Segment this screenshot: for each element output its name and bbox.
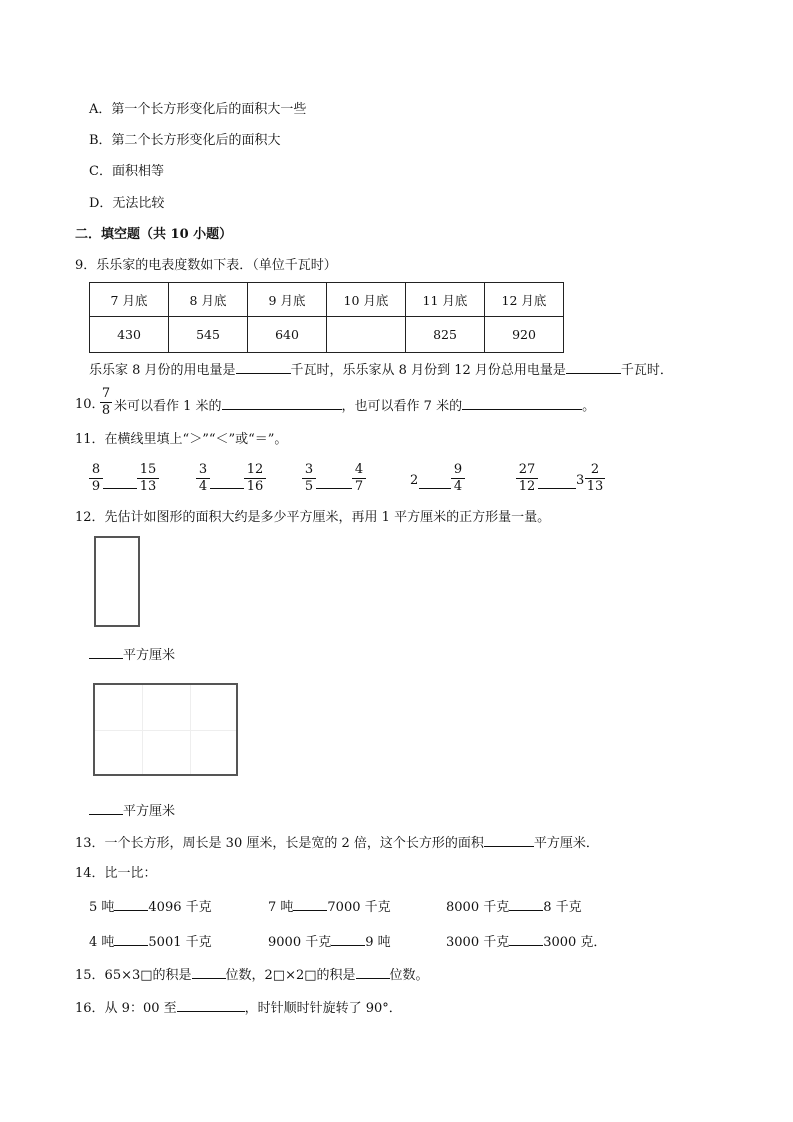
meter-table [89, 282, 564, 353]
comparison-blank[interactable] [509, 898, 543, 911]
fraction [302, 463, 316, 494]
fraction-numerator: 15 [139, 462, 157, 477]
q16-part2: ，时针顺时针旋转了 90°． [244, 1001, 402, 1016]
q15-part3: 位数。 [389, 968, 429, 983]
q15-part1: 15．65×3□的积是 [75, 968, 192, 983]
comparison-blank[interactable] [331, 933, 365, 946]
compare-right: 9 吨 [365, 935, 391, 950]
unit-label: 平方厘米 [123, 804, 176, 819]
q10-number: 10． [75, 397, 105, 412]
comparison-blank[interactable] [419, 488, 451, 489]
q9-part1: 乐乐家 8 月份的用电量是 [89, 363, 236, 378]
fraction-denominator: 4 [198, 479, 208, 494]
table-row [90, 317, 564, 353]
table-header-row [90, 283, 564, 317]
fraction-denominator: 13 [586, 479, 604, 494]
compare-left: 4 吨 [89, 935, 115, 950]
fraction [196, 463, 210, 494]
q14-text: 14．比一比： [75, 866, 157, 881]
q13-part2: 平方厘米． [533, 836, 599, 851]
comparison-blank[interactable] [210, 488, 244, 489]
comparison-blank[interactable] [509, 933, 543, 946]
compare-right: 7000 千克 [327, 900, 391, 915]
q10-part3: 。 [582, 399, 596, 414]
compare-left: 9000 千克 [268, 935, 332, 950]
answer-blank[interactable] [484, 834, 534, 847]
table-cell [327, 317, 406, 353]
table-cell: 825 [406, 317, 485, 353]
q10-part1: 米可以看作 1 米的 [114, 399, 222, 414]
q9-part3: 千瓦时． [620, 363, 673, 378]
answer-blank[interactable] [236, 361, 291, 374]
answer-blank[interactable] [89, 802, 123, 815]
whole-number: 2 [410, 473, 419, 488]
answer-blank[interactable] [566, 361, 621, 374]
compare-right: 8 千克 [543, 900, 582, 915]
answer-blank[interactable] [222, 397, 342, 410]
comparison-blank[interactable] [114, 933, 148, 946]
answer-blank[interactable] [192, 966, 226, 979]
option-c: C．面积相等 [89, 164, 164, 179]
table-cell: 920 [485, 317, 564, 353]
fraction-numerator: 2 [590, 462, 600, 477]
unit-label: 平方厘米 [123, 648, 176, 663]
fraction [89, 463, 103, 494]
compare-item [268, 933, 391, 951]
fraction-denominator: 4 [453, 479, 463, 494]
q9-question [89, 361, 673, 379]
compare-right: 4096 千克 [148, 900, 212, 915]
compare-item [446, 933, 606, 951]
fraction [244, 463, 266, 494]
compare-left: 7 吨 [268, 900, 294, 915]
answer-blank[interactable] [89, 646, 123, 659]
option-d: D．无法比较 [89, 196, 165, 211]
q12-text: 12．先估计如图形的面积大约是多少平方厘米，再用 1 平方厘米的正方形量一量。 [75, 510, 551, 525]
q10-part2: ，也可以看作 7 米的 [341, 399, 463, 414]
whole-number: 3 [576, 473, 585, 488]
compare-item [268, 898, 391, 916]
option-a: A．第一个长方形变化后的面积大一些 [89, 102, 307, 117]
wide-rectangle-figure [93, 683, 238, 776]
q16-question [75, 999, 402, 1017]
compare-left: 5 吨 [89, 900, 115, 915]
q9-text: 9．乐乐家的电表度数如下表．（单位千瓦时） [75, 258, 337, 273]
fraction-numerator: 9 [453, 462, 463, 477]
fraction-numerator: 3 [304, 462, 314, 477]
option-b: B．第二个长方形变化后的面积大 [89, 133, 281, 148]
fraction-numerator: 12 [246, 462, 264, 477]
fraction [516, 463, 538, 494]
compare-item [446, 898, 582, 916]
q9-part2: 千瓦时，乐乐家从 8 月份到 12 月份总用电量是 [290, 363, 566, 378]
fraction-denominator: 8 [101, 403, 111, 418]
fraction [137, 463, 159, 494]
fraction-denominator: 16 [246, 479, 264, 494]
section-title: 二．填空题（共 10 小题） [75, 227, 233, 242]
table-header-cell: 7 月底 [90, 283, 169, 317]
answer-blank[interactable] [177, 999, 245, 1012]
q10-fraction [100, 387, 112, 418]
tall-rectangle-figure [94, 536, 140, 627]
q11-text: 11．在横线里填上“＞”“＜”或“＝”。 [75, 432, 288, 447]
comparison-blank[interactable] [293, 898, 327, 911]
table-cell: 640 [248, 317, 327, 353]
fraction-denominator: 7 [354, 479, 364, 494]
fraction-numerator: 4 [354, 462, 364, 477]
fraction-denominator: 12 [518, 479, 536, 494]
compare-item [89, 933, 212, 951]
fraction-numerator: 27 [518, 462, 536, 477]
comparison-blank[interactable] [538, 488, 576, 489]
comparison-blank[interactable] [114, 898, 148, 911]
compare-left: 8000 千克 [446, 900, 510, 915]
q12-answer-2 [89, 802, 175, 820]
q13-question [75, 834, 599, 852]
q15-part2: 位数，2□×2□的积是 [225, 968, 356, 983]
q13-part1: 13．一个长方形，周长是 30 厘米，长是宽的 2 倍，这个长方形的面积 [75, 836, 484, 851]
compare-right: 5001 千克 [148, 935, 212, 950]
table-cell: 545 [169, 317, 248, 353]
fraction-numerator: 3 [198, 462, 208, 477]
compare-left: 3000 千克 [446, 935, 510, 950]
q16-part1: 16．从 9：00 至 [75, 1001, 177, 1016]
fraction-denominator: 13 [139, 479, 157, 494]
fraction-denominator: 5 [304, 479, 314, 494]
fraction [451, 463, 465, 494]
fraction-denominator: 9 [91, 479, 101, 494]
comparison-blank[interactable] [316, 488, 352, 489]
fraction-numerator: 7 [101, 386, 111, 401]
answer-blank[interactable] [462, 397, 582, 410]
answer-blank[interactable] [356, 966, 390, 979]
table-cell: 430 [90, 317, 169, 353]
fraction-numerator: 8 [91, 462, 101, 477]
fraction [352, 463, 366, 494]
q15-question [75, 966, 429, 984]
table-header-cell: 12 月底 [485, 283, 564, 317]
table-header-cell: 9 月底 [248, 283, 327, 317]
compare-right: 3000 克． [543, 935, 607, 950]
q10-question [114, 397, 595, 415]
table-header-cell: 10 月底 [327, 283, 406, 317]
fraction [585, 463, 605, 494]
compare-item [89, 898, 212, 916]
q12-answer-1 [89, 646, 175, 664]
table-header-cell: 11 月底 [406, 283, 485, 317]
comparison-blank[interactable] [103, 488, 137, 489]
table-header-cell: 8 月底 [169, 283, 248, 317]
